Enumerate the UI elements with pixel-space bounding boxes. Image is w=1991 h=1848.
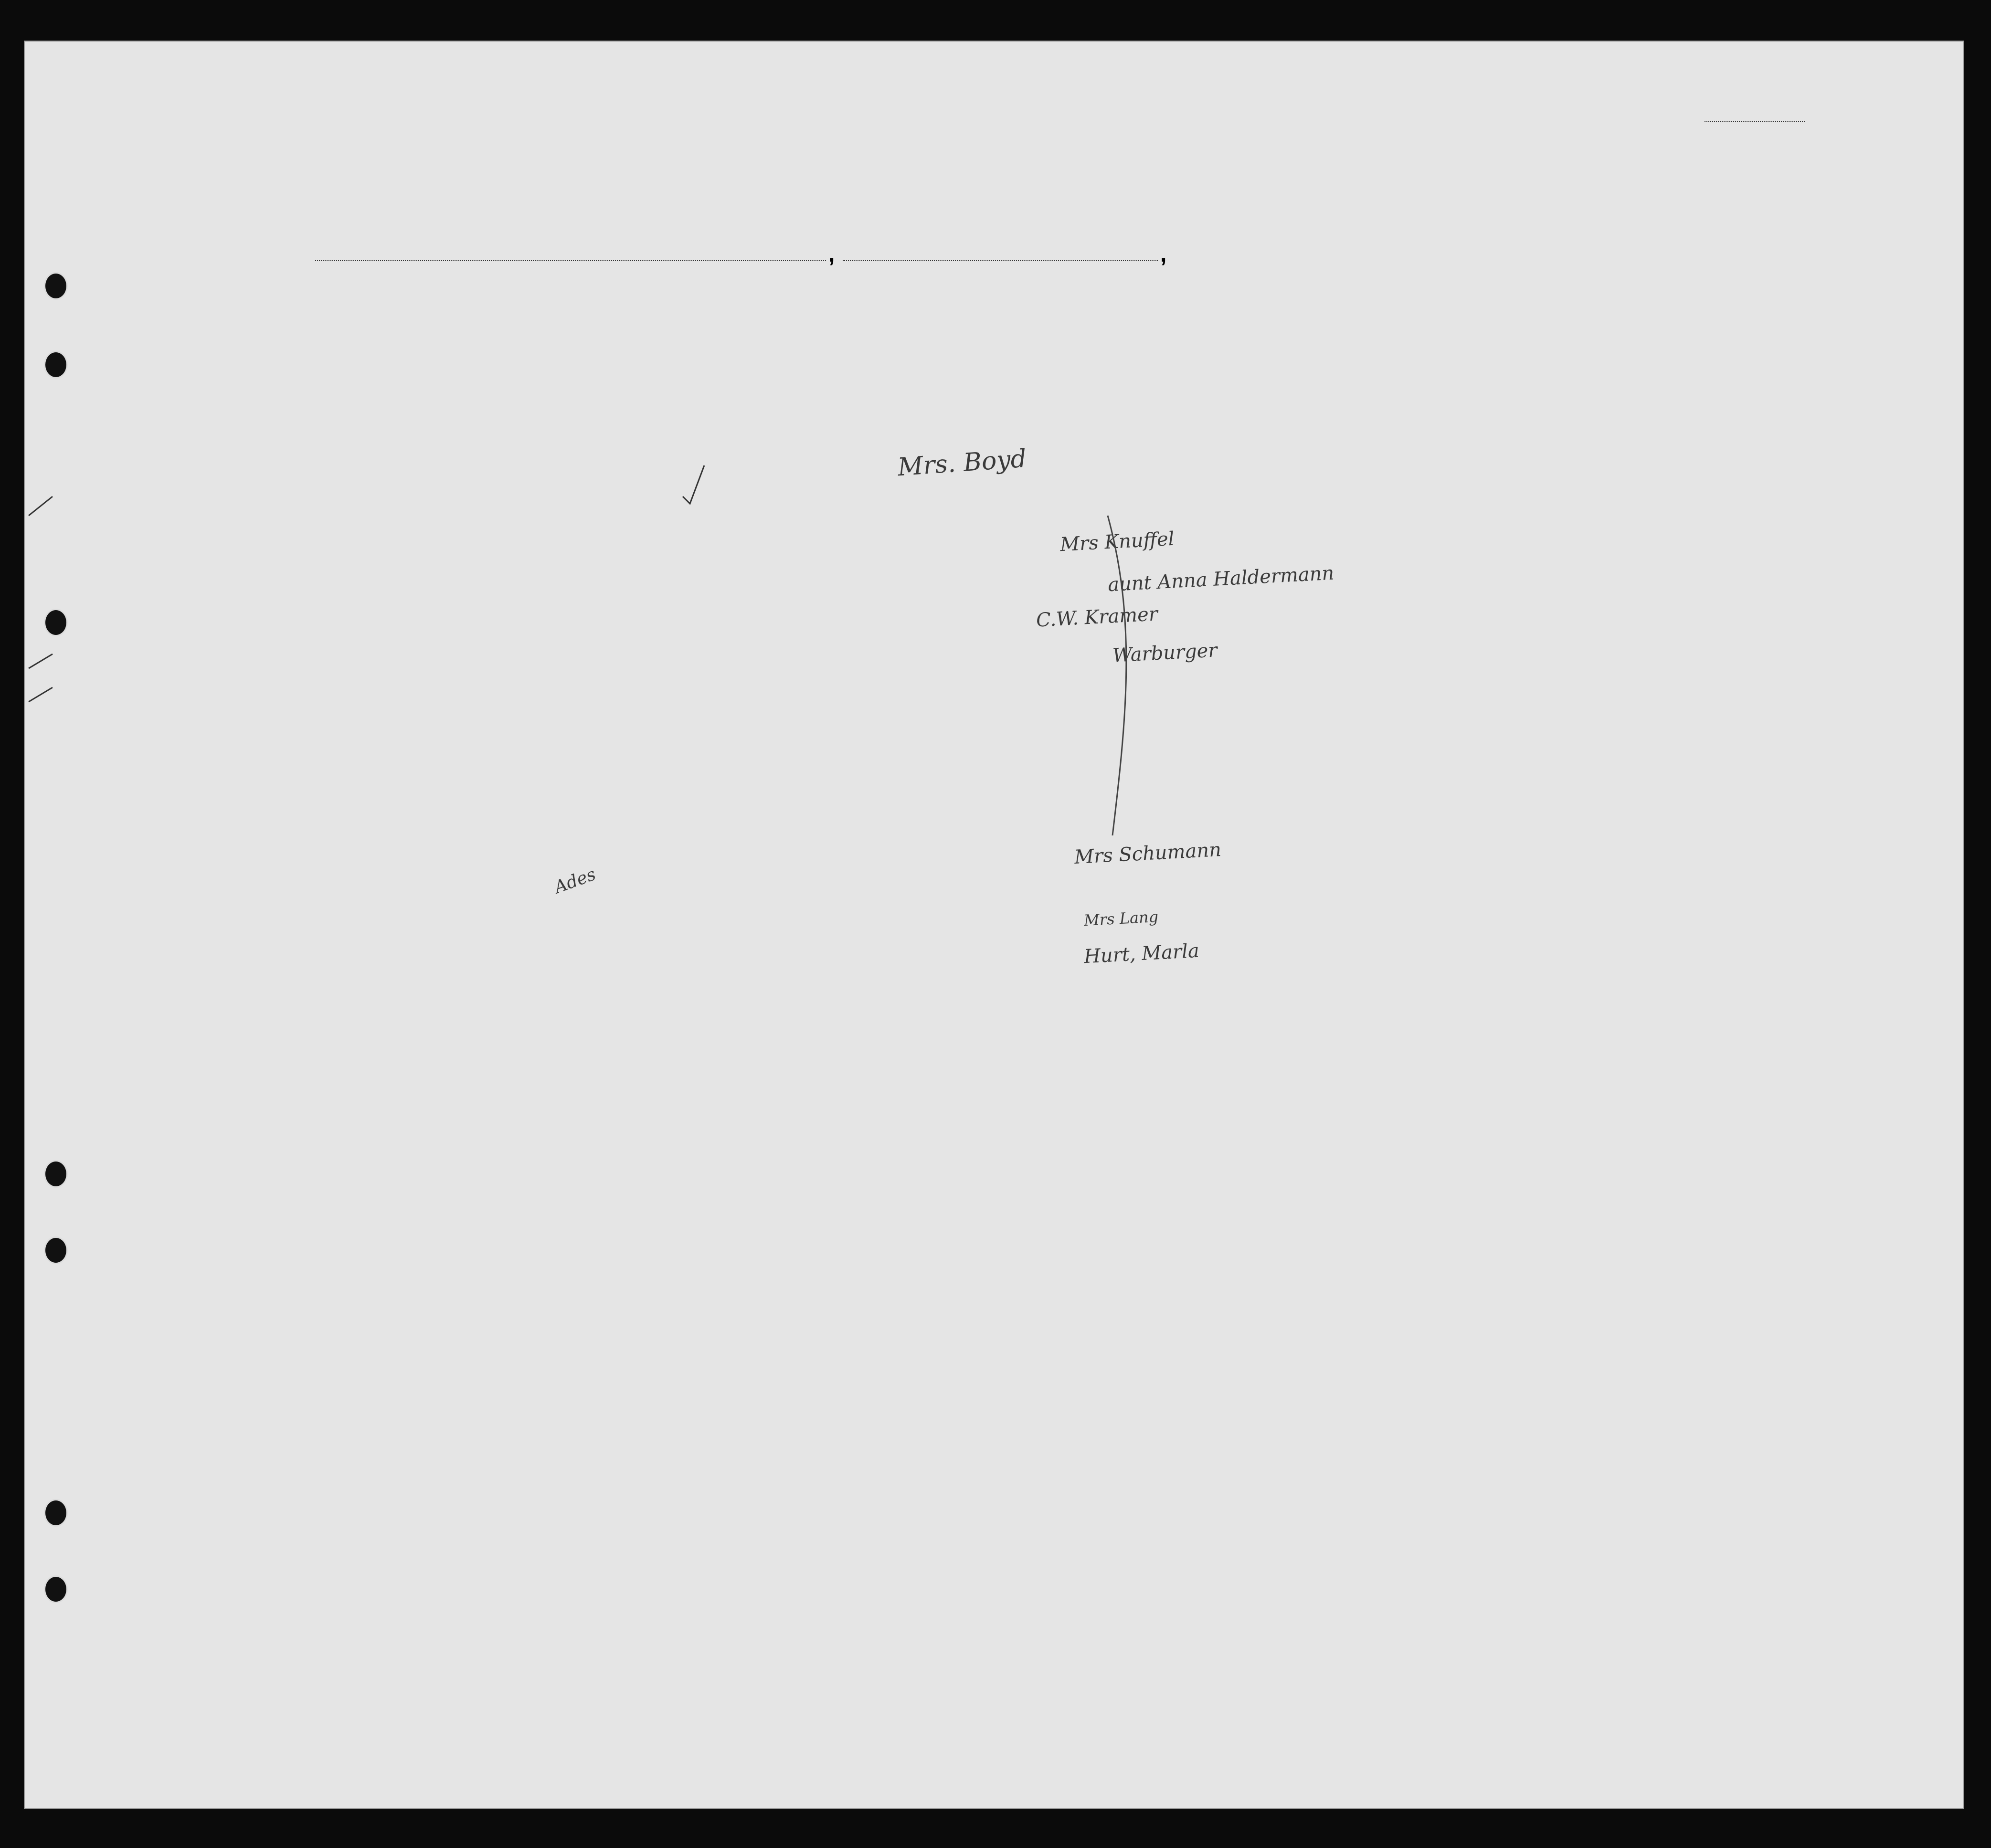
handwritten-note: Mrs Knuffel (1059, 528, 1175, 556)
handwritten-note: Warburger (1112, 639, 1218, 667)
handwritten-note: Ades (551, 865, 599, 898)
handwritten-note: Mrs Lang (1083, 907, 1159, 930)
handwritten-note: aunt Anna Haldermann (1107, 562, 1335, 596)
comma: , (828, 242, 835, 267)
handwritten-note: Mrs. Boyd (897, 444, 1027, 482)
handwritten-note: Hurt, Marla (1083, 940, 1200, 968)
handwritten-note: C.W. Kramer (1035, 603, 1159, 632)
comma: , (1160, 242, 1167, 267)
handwritten-note: Mrs Schumann (1074, 838, 1222, 869)
